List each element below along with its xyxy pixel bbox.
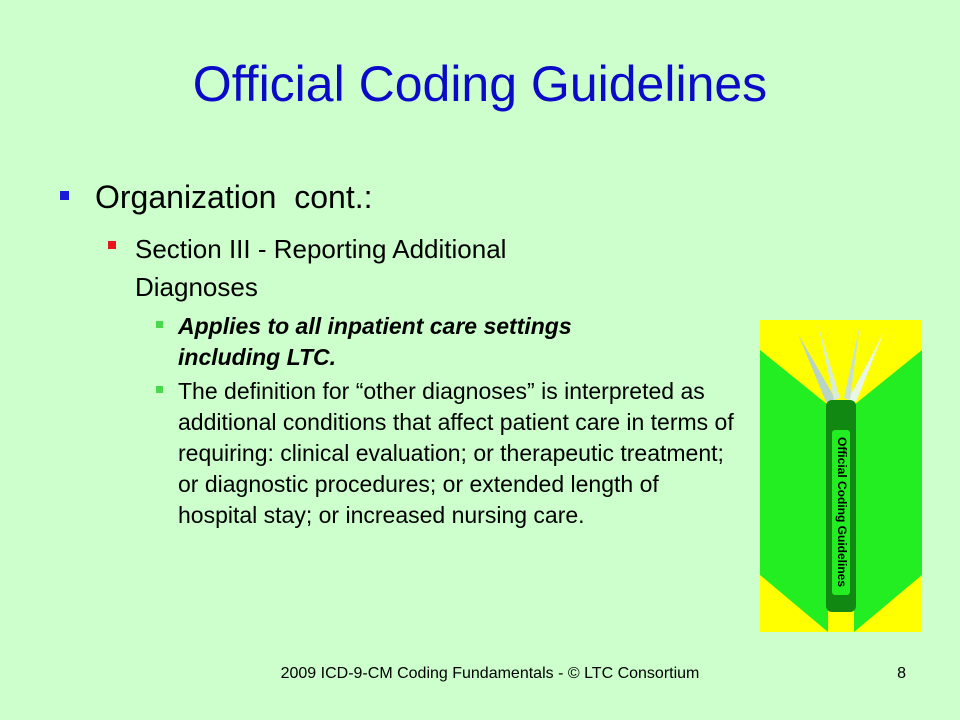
square-bullet-icon (156, 386, 163, 393)
guidelines-book-image (760, 320, 922, 632)
bullet-level3-applies-text: Applies to all inpatient care settings including LTC. (178, 313, 572, 370)
bullet-level3-applies (156, 311, 676, 373)
slide-title: Official Coding Guidelines (192, 56, 768, 112)
bullet-level1 (60, 178, 372, 216)
bullet-level3-definition-text: The definition for “other diagnoses” is interpreted as additional conditions that affect patient care in terms of requiring: clinical evaluation; or therapeutic treatment; or diagnostic procedures; or extended length of hospital stay; or increased nursing care. (178, 378, 734, 528)
page-number: 8 (897, 665, 906, 682)
book-spine-text: Official Coding Guidelines (834, 436, 849, 588)
footer-text: 2009 ICD-9-CM Coding Fundamentals - © LTC Consortium (280, 665, 700, 682)
bullet-level3-definition (156, 376, 736, 531)
bullet-level2-text: Section III - Reporting Additional Diagnoses (135, 234, 507, 302)
bullet-level1-text: Organization cont.: (95, 179, 373, 215)
bullet-level2 (108, 230, 628, 306)
square-bullet-icon (156, 321, 163, 328)
square-bullet-icon (108, 241, 116, 249)
square-bullet-icon (60, 191, 69, 200)
